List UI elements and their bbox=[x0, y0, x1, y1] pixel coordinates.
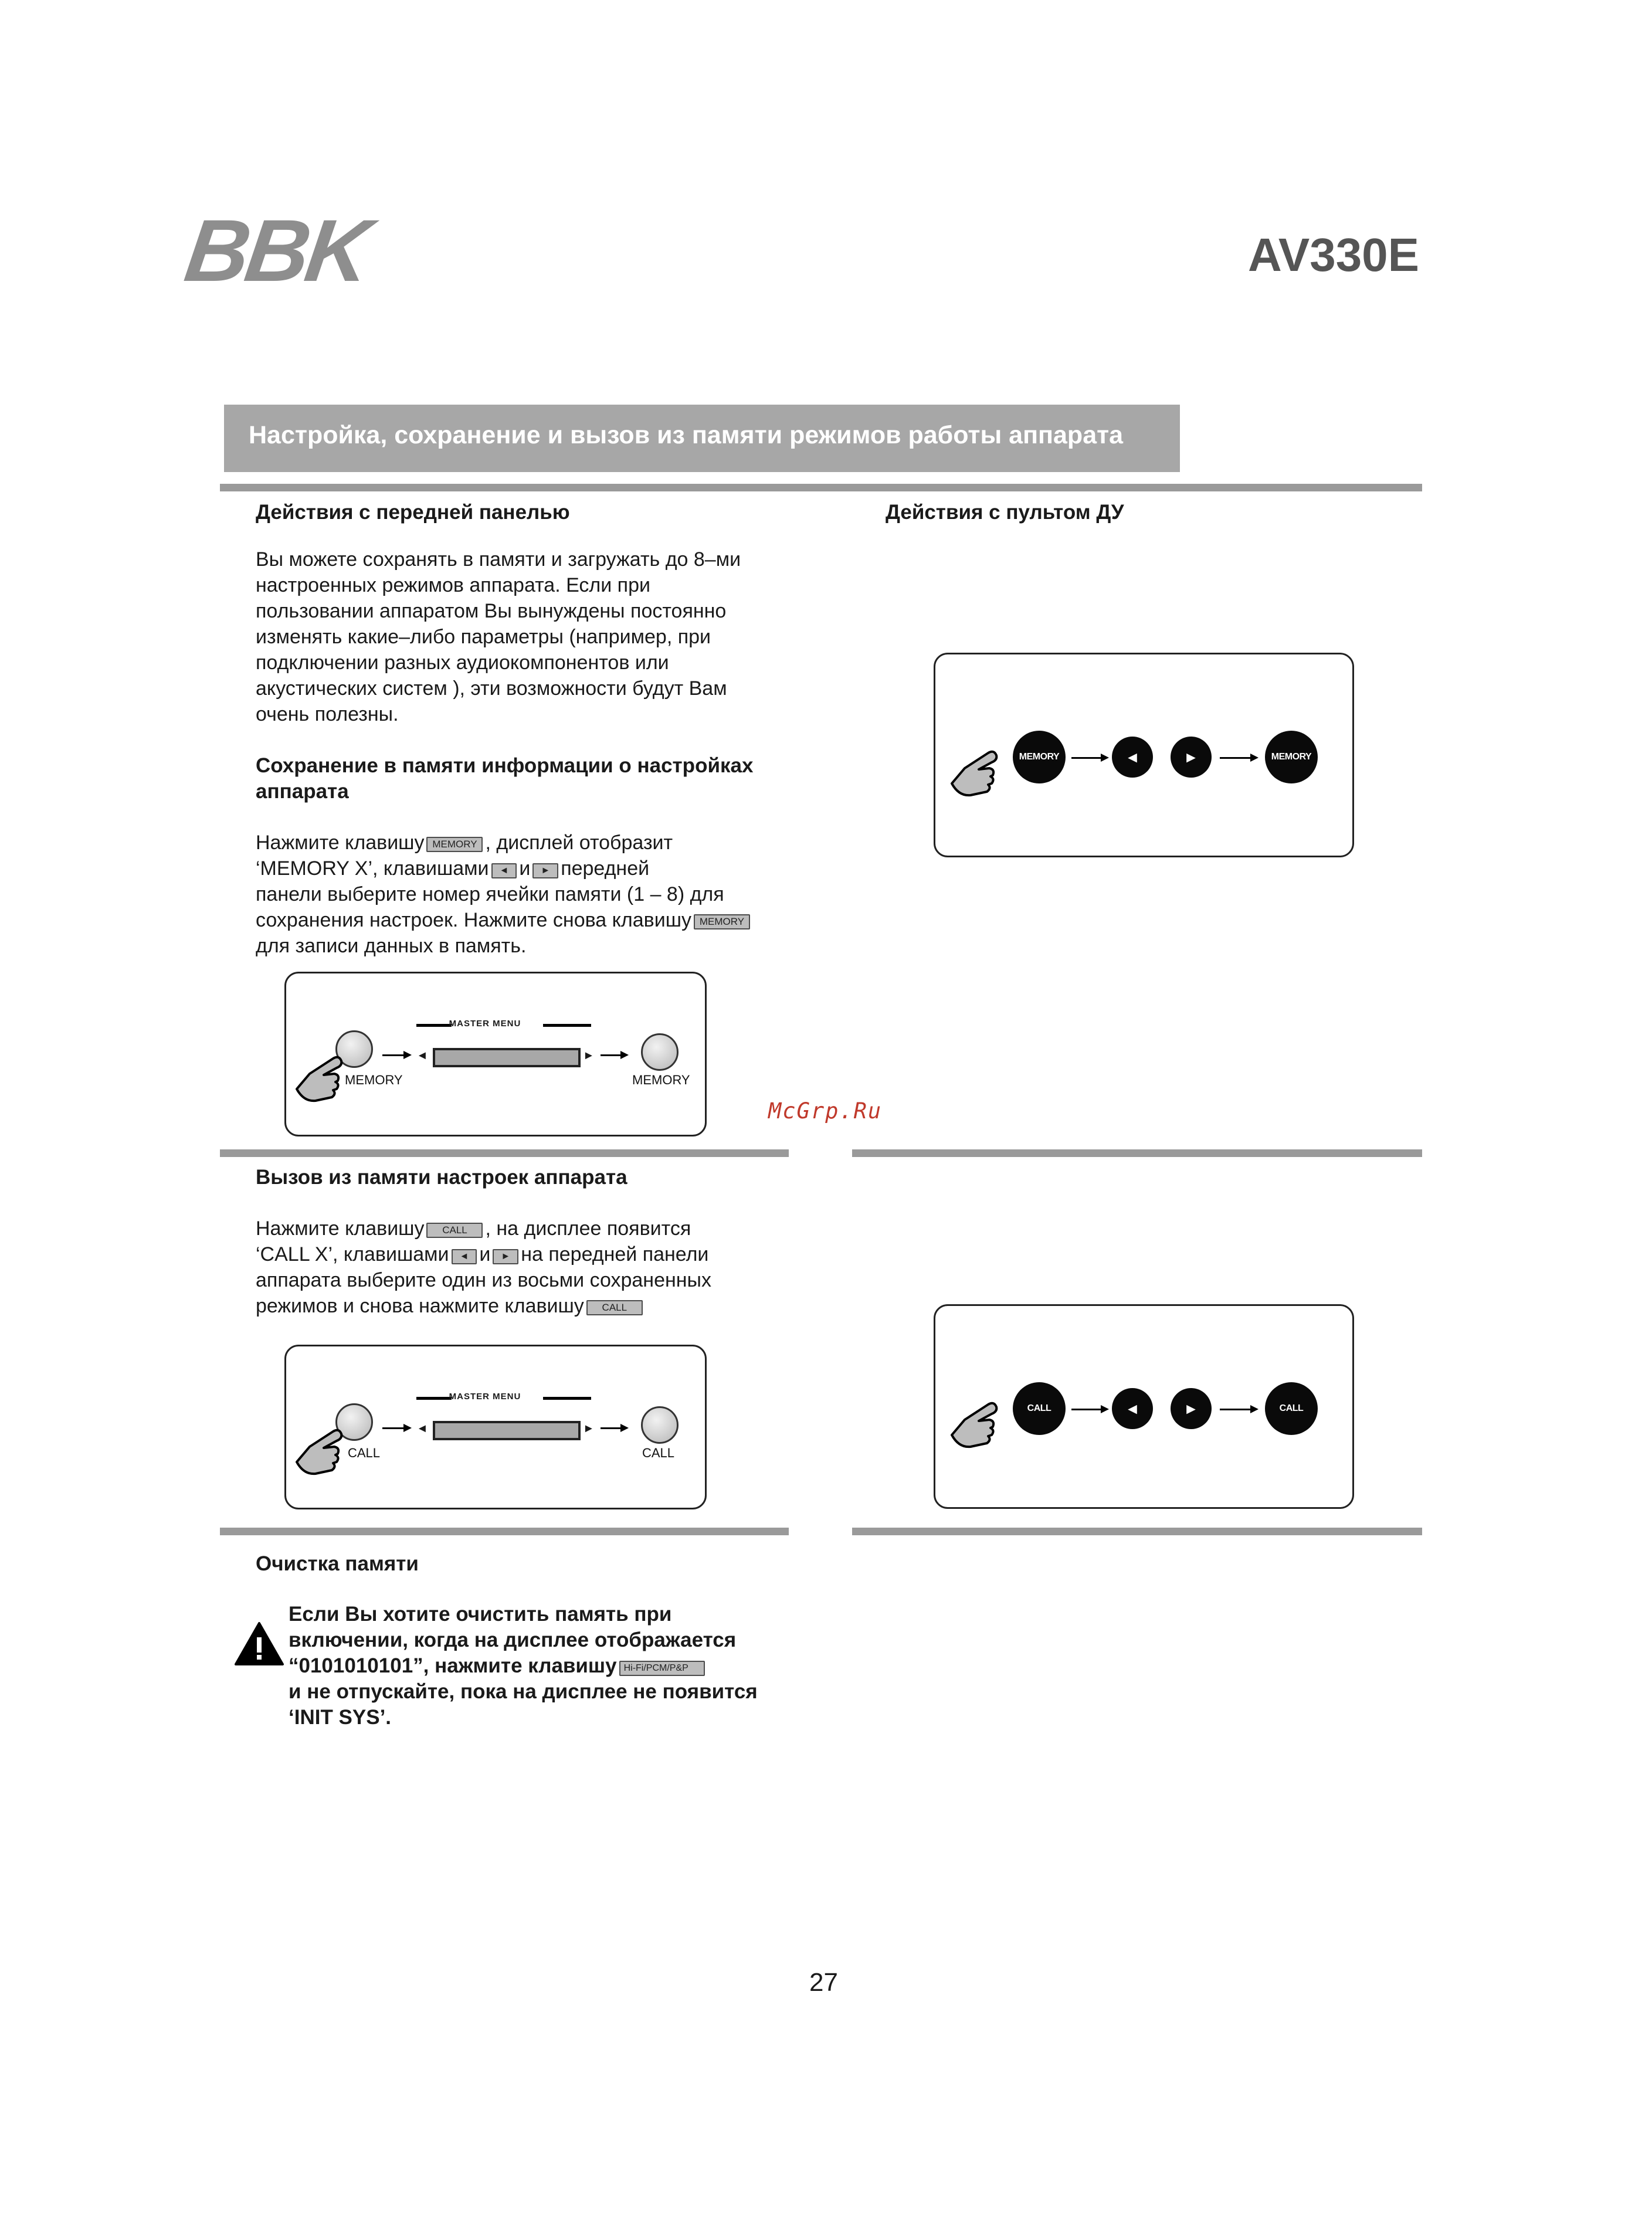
remote-memory-diagram bbox=[934, 653, 1354, 857]
remote-memory-button: MEMORY bbox=[1265, 731, 1318, 783]
section-banner bbox=[224, 405, 1180, 472]
remote-call-button: CALL bbox=[1013, 1382, 1066, 1435]
hand-pointer-icon bbox=[947, 1394, 1003, 1450]
memory-label-right: MEMORY bbox=[632, 1073, 690, 1087]
front-panel-heading: Действия с передней панелью bbox=[256, 501, 570, 524]
brand-logo: BBK bbox=[179, 201, 374, 300]
banner-title: Настройка, сохранение и вызов из памяти режимов работы аппарата bbox=[249, 421, 1124, 449]
page-number: 27 bbox=[809, 1968, 838, 1997]
arrow-icon bbox=[1220, 1409, 1256, 1410]
section-rule-left bbox=[220, 1149, 789, 1157]
call-panel-button bbox=[641, 1406, 679, 1444]
memory-panel-button bbox=[641, 1033, 679, 1071]
call-line-1: Нажмите клавишу CALL , на дисплее появится bbox=[256, 1217, 691, 1240]
hand-pointer-icon bbox=[292, 1048, 348, 1104]
right-triangle-icon: ► bbox=[583, 1049, 595, 1062]
section-rule-left bbox=[220, 1528, 789, 1535]
hifi-key: Hi-Fi/PCM/P&P bbox=[619, 1661, 705, 1676]
save-heading bbox=[256, 753, 753, 805]
clear-warning-text bbox=[289, 1602, 758, 1731]
clear-line-3: “0101010101”, нажмите клавишу Hi-Fi/PCM/P&P bbox=[289, 1653, 758, 1679]
save-line-2: ‘MEMORY X’, клавишами ◄ и ► передней bbox=[256, 857, 650, 880]
left-triangle-icon: ◄ bbox=[416, 1049, 428, 1062]
arrow-icon bbox=[601, 1054, 626, 1056]
arrow-icon bbox=[601, 1427, 626, 1429]
remote-call-button: CALL bbox=[1265, 1382, 1318, 1435]
watermark: McGrp.Ru bbox=[768, 1098, 883, 1124]
section-rule-right bbox=[852, 1528, 1422, 1535]
left-key: ◄ bbox=[491, 863, 517, 878]
display-bar bbox=[433, 1421, 581, 1440]
clear-line-4: и не отпускайте, пока на дисплее не появится bbox=[289, 1680, 758, 1703]
save-heading-line: аппарата bbox=[256, 780, 349, 803]
save-line-1: Нажмите клавишу MEMORY , дисплей отобразит bbox=[256, 832, 673, 854]
save-line-4: сохранения настроек. Нажмите снова клавишу MEMORY bbox=[256, 907, 752, 933]
memory-key: MEMORY bbox=[694, 914, 750, 929]
display-bar bbox=[433, 1048, 581, 1067]
remote-right-button: ► bbox=[1171, 1388, 1212, 1429]
intro-line: Вы можете сохранять в памяти и загружать до 8–ми bbox=[256, 548, 741, 571]
front-panel-call-diagram bbox=[284, 1345, 707, 1509]
master-menu-line bbox=[543, 1024, 591, 1027]
warning-icon bbox=[233, 1621, 285, 1667]
right-key: ► bbox=[532, 863, 558, 878]
memory-key: MEMORY bbox=[426, 837, 483, 852]
remote-left-button: ◄ bbox=[1112, 737, 1153, 778]
arrow-icon bbox=[382, 1427, 409, 1429]
call-line-4: режимов и снова нажмите клавишу CALL bbox=[256, 1293, 711, 1319]
intro-line: акустических систем ), эти возможности будут Вам bbox=[256, 677, 727, 700]
master-menu-label: MASTER MENU bbox=[449, 1019, 521, 1029]
section-rule-right bbox=[852, 1149, 1422, 1157]
save-paragraph bbox=[256, 830, 752, 959]
hand-pointer-icon bbox=[292, 1421, 348, 1477]
save-line-3: панели выберите номер ячейки памяти (1 – 8) для bbox=[256, 883, 724, 905]
arrow-icon bbox=[382, 1054, 409, 1056]
save-heading-line: Сохранение в памяти информации о настройках bbox=[256, 754, 754, 777]
intro-line: настроенных режимов аппарата. Если при bbox=[256, 574, 650, 596]
intro-paragraph bbox=[256, 547, 741, 727]
memory-label-left: MEMORY bbox=[345, 1073, 403, 1087]
left-triangle-icon: ◄ bbox=[416, 1422, 428, 1435]
remote-call-diagram bbox=[934, 1304, 1354, 1509]
remote-left-button: ◄ bbox=[1112, 1388, 1153, 1429]
arrow-icon bbox=[1071, 1409, 1107, 1410]
section-rule-top bbox=[220, 484, 1422, 491]
call-line-2: ‘CALL X’, клавишами ◄ и ► на передней панели bbox=[256, 1243, 709, 1266]
arrow-icon bbox=[1220, 757, 1256, 759]
left-key: ◄ bbox=[452, 1249, 477, 1264]
call-key: CALL bbox=[586, 1300, 643, 1315]
intro-line: изменять какие–либо параметры (например, при bbox=[256, 626, 711, 648]
master-menu-label: MASTER MENU bbox=[449, 1392, 521, 1402]
intro-line: пользовании аппаратом Вы вынуждены постоянно bbox=[256, 600, 727, 622]
clear-line-5: ‘INIT SYS’. bbox=[289, 1706, 392, 1729]
remote-memory-button: MEMORY bbox=[1013, 731, 1066, 783]
intro-line: подключении разных аудиокомпонентов или bbox=[256, 652, 669, 674]
remote-heading: Действия с пультом ДУ bbox=[886, 501, 1124, 524]
call-heading: Вызов из памяти настроек аппарата bbox=[256, 1166, 627, 1189]
model-number: AV330E bbox=[1248, 229, 1420, 281]
call-paragraph bbox=[256, 1216, 711, 1319]
front-panel-memory-diagram bbox=[284, 972, 707, 1136]
right-key: ► bbox=[493, 1249, 518, 1264]
call-label-left: CALL bbox=[348, 1446, 381, 1460]
master-menu-line bbox=[543, 1397, 591, 1400]
intro-line: очень полезны. bbox=[256, 703, 399, 725]
call-line-3: аппарата выберите один из восьми сохраненных bbox=[256, 1269, 711, 1291]
hand-pointer-icon bbox=[947, 742, 1003, 799]
call-key: CALL bbox=[426, 1223, 483, 1238]
arrow-icon bbox=[1071, 757, 1107, 759]
clear-line-2: включении, когда на дисплее отображается bbox=[289, 1629, 737, 1651]
clear-heading: Очистка памяти bbox=[256, 1552, 419, 1575]
save-line-5: для записи данных в память. bbox=[256, 935, 527, 957]
clear-line-1: Если Вы хотите очистить память при bbox=[289, 1603, 672, 1626]
call-label-right: CALL bbox=[642, 1446, 675, 1460]
right-triangle-icon: ► bbox=[583, 1422, 595, 1435]
remote-right-button: ► bbox=[1171, 737, 1212, 778]
